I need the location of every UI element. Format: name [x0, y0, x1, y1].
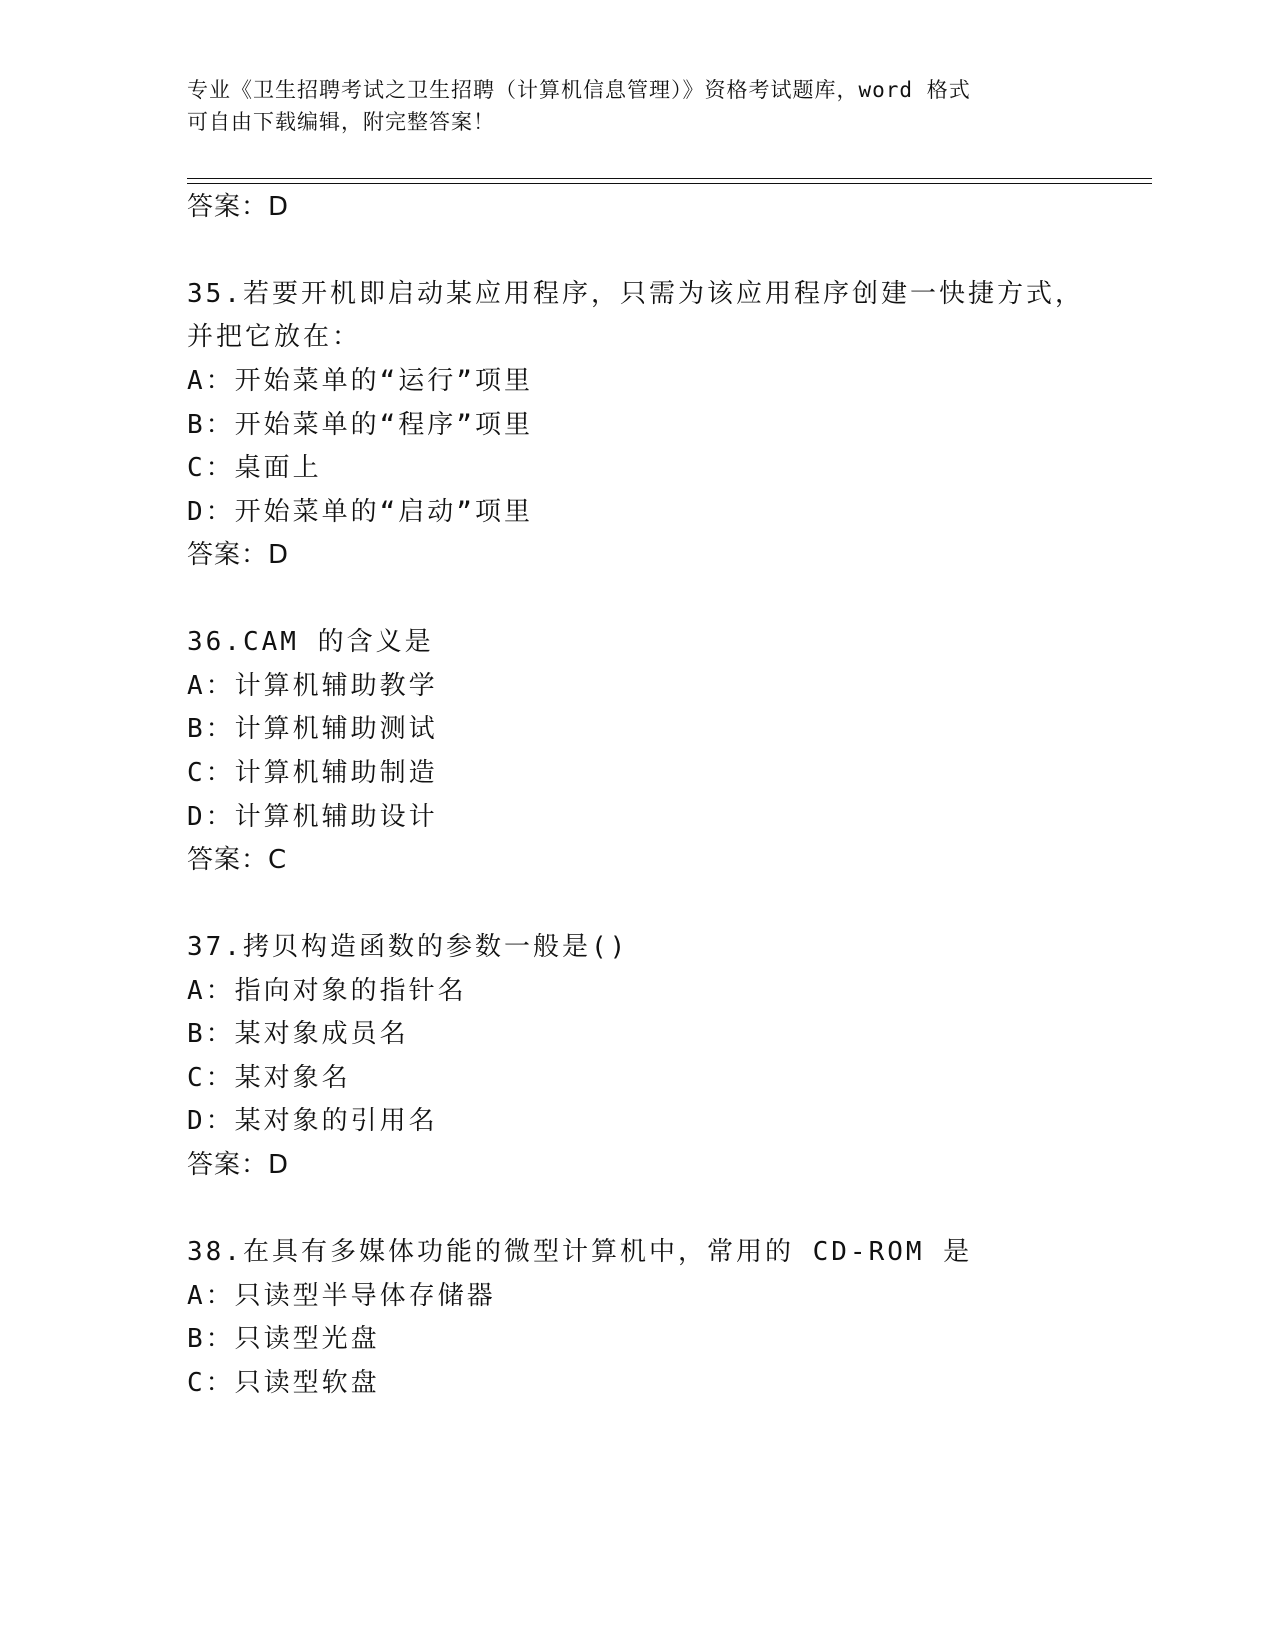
header-line-1: 专业《卫生招聘考试之卫生招聘（计算机信息管理）》资格考试题库，word 格式	[187, 78, 971, 102]
q35-option-a: A：开始菜单的“运行”项里	[187, 366, 533, 396]
q35-option-c: C：桌面上	[187, 453, 322, 483]
answer-prev: 答案：D	[187, 192, 290, 222]
q37-answer: 答案：D	[187, 1150, 290, 1180]
q35-option-d: D：开始菜单的“启动”项里	[187, 497, 533, 527]
header-line-2: 可自由下载编辑，附完整答案！	[187, 110, 495, 134]
q38-option-a: A：只读型半导体存储器	[187, 1281, 496, 1311]
q36-option-b: B：计算机辅助测试	[187, 714, 438, 744]
q36-stem: 36.CAM 的含义是	[187, 627, 434, 657]
q35-stem-line2: 并把它放在：	[187, 322, 362, 352]
q36-answer: 答案：C	[187, 845, 288, 875]
q37-option-b: B：某对象成员名	[187, 1019, 409, 1049]
q35-stem-line1: 35.若要开机即启动某应用程序，只需为该应用程序创建一快捷方式，	[187, 279, 1084, 309]
q37-stem: 37.拷贝构造函数的参数一般是()	[187, 932, 629, 962]
q37-option-c: C：某对象名	[187, 1063, 351, 1093]
q38-option-c: C：只读型软盘	[187, 1368, 380, 1398]
q36-option-c: C：计算机辅助制造	[187, 758, 438, 788]
q37-option-a: A：指向对象的指针名	[187, 976, 467, 1006]
q36-option-d: D：计算机辅助设计	[187, 802, 438, 832]
document-header	[187, 74, 1067, 138]
q35-answer: 答案：D	[187, 540, 290, 570]
q38-stem: 38.在具有多媒体功能的微型计算机中，常用的 CD-ROM 是	[187, 1237, 973, 1267]
q37-option-d: D：某对象的引用名	[187, 1106, 438, 1136]
q36-option-a: A：计算机辅助教学	[187, 671, 438, 701]
header-divider-top	[187, 178, 1152, 179]
q38-option-b: B：只读型光盘	[187, 1324, 380, 1354]
header-divider-bottom	[187, 183, 1152, 184]
q35-option-b: B：开始菜单的“程序”项里	[187, 410, 533, 440]
